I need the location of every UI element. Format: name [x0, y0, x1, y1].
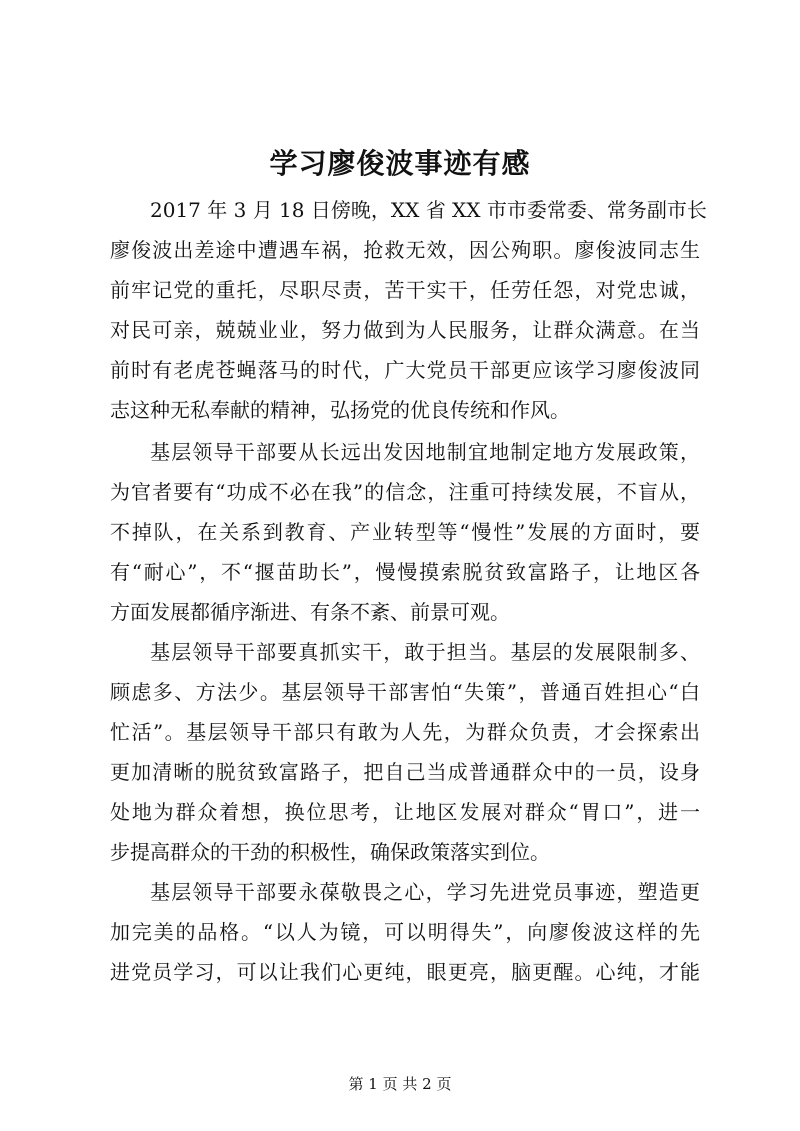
paragraph-1-line-3: 前牢记党的重托，尽职尽责，苦干实干，任劳任怨，对党忠诚， — [110, 278, 700, 302]
paragraph-4-line-2: 加完美的品格。“以人为镜，可以明得失”，向廖俊波这样的先 — [110, 920, 700, 944]
page-number-footer: 第 1 页 共 2 页 — [348, 1075, 452, 1093]
paragraph-3-line-6: 步提高群众的干劲的积极性，确保政策落实到位。 — [110, 840, 550, 864]
paragraph-2-line-2: 为官者要有“功成不必在我”的信念，注重可持续发展，不盲从， — [110, 480, 700, 504]
paragraph-1-line-4: 对民可亲，兢兢业业，努力做到为人民服务，让群众满意。在当 — [110, 318, 700, 342]
paragraph-1-line-2: 廖俊波出差途中遭遇车祸，抢救无效，因公殉职。廖俊波同志生 — [110, 238, 700, 262]
paragraph-2-line-5: 方面发展都循序渐进、有条不紊、前景可观。 — [110, 600, 510, 624]
paragraph-1-line-6: 志这种无私奉献的精神，弘扬党的优良传统和作风。 — [110, 398, 570, 422]
paragraph-4-line-3: 进党员学习，可以让我们心更纯，眼更亮，脑更醒。心纯，才能 — [110, 960, 700, 984]
paragraph-4-line-1: 基层领导干部要永葆敬畏之心，学习先进党员事迹，塑造更 — [150, 880, 700, 904]
paragraph-2-line-1: 基层领导干部要从长远出发因地制宜地制定地方发展政策， — [150, 440, 700, 464]
paragraph-3-line-1: 基层领导干部要真抓实干，敢于担当。基层的发展限制多、 — [150, 640, 700, 664]
document-title: 学习廖俊波事迹有感 — [269, 147, 531, 180]
paragraph-3-line-4: 更加清晰的脱贫致富路子，把自己当成普通群众中的一员，设身 — [110, 760, 700, 784]
paragraph-3-line-5: 处地为群众着想，换位思考，让地区发展对群众“胃口”，进一 — [110, 800, 700, 824]
paragraph-1-line-5: 前时有老虎苍蝇落马的时代，广大党员干部更应该学习廖俊波同 — [110, 358, 700, 382]
paragraph-3-line-2: 顾虑多、方法少。基层领导干部害怕“失策”，普通百姓担心“白 — [110, 680, 700, 704]
paragraph-2-line-4: 有“耐心”，不“揠苗助长”，慢慢摸索脱贫致富路子，让地区各 — [110, 560, 700, 584]
paragraph-2-line-3: 不掉队，在关系到教育、产业转型等“慢性”发展的方面时，要 — [110, 520, 700, 544]
paragraph-1-line-1: 2017 年 3 月 18 日傍晚，XX 省 XX 市市委常委、常务副市长 — [150, 198, 707, 222]
paragraph-3-line-3: 忙活”。基层领导干部只有敢为人先，为群众负责，才会探索出 — [110, 720, 700, 744]
